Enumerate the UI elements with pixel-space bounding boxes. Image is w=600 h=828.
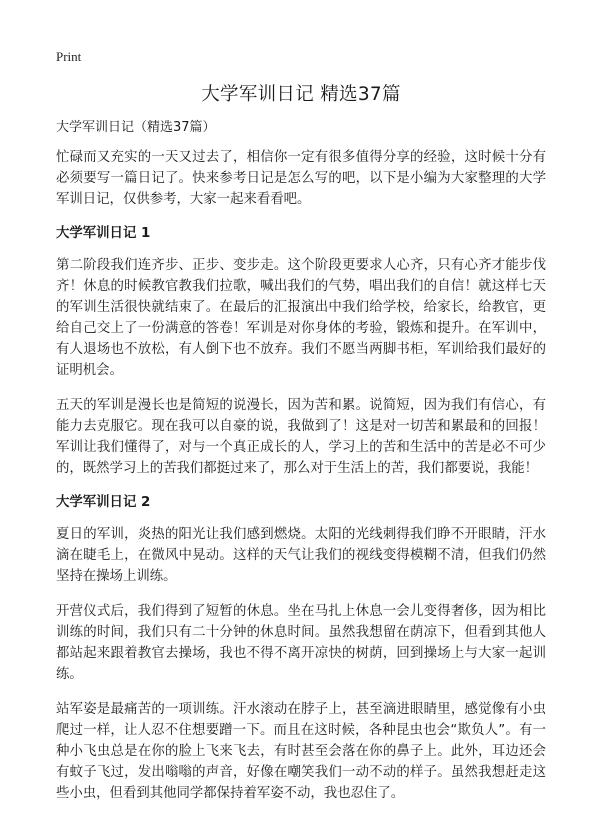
section-2-paragraph-2: 开营仪式后，我们得到了短暂的休息。坐在马扎上休息一会儿变得奢侈，因为相比训练的时间，我们只有二十分钟的休息时间。虽然我想留在荫凉下，但看到其他人都站起来跟着教官去操场，我也不得不离开凉快的树荫，回到操场上与大家一起训练。 <box>56 604 546 682</box>
intro-paragraph: 忙碌而又充实的一天又过去了，相信你一定有很多值得分享的经验，这时候十分有必须要写一篇日记了。快来参考日记是怎么写的吧，以下是小编为大家整理的大学军训日记，仅供参考，大家一起来看看吧。 <box>56 150 546 207</box>
section-1-paragraph-2: 五天的军训是漫长也是简短的说漫长，因为苦和累。说简短，因为我们有信心，有能力去克服它。现在我可以自豪的说，我做到了！这是对一切苦和累最和的回报！军训让我们懂得了，对与一个真正成长的人，学习上的苦和生活中的苦是必不可少的，既然学习上的苦我们都挺过来了，那么对于生活上的苦，我们都要说，我能！ <box>56 398 546 476</box>
article-body <box>56 118 546 818</box>
section-2-paragraph-1: 夏日的军训，炎热的阳光让我们感到燃烧。太阳的光线刺得我们睁不开眼睛，汗水滴在睫毛上，在微风中晃动。这样的天气让我们的视线变得模糊不清，但我们仍然坚持在操场上训练。 <box>56 527 546 584</box>
section-heading-1: 大学军训日记 1 <box>56 226 151 241</box>
section-1-paragraph-1: 第二阶段我们连齐步、正步、变步走。这个阶段更要求人心齐，只有心齐才能步伐齐！休息的时候教官教我们拉歌，喊出我们的气势，唱出我们的自信！就这样七天的军训生活很快就结束了。在最后的汇报演出中我们给学校，给家长，给教官，更给自己交上了一份满意的答卷！军训是对你身体的考验，锻炼和提升。在军训中，有人退场也不放松，有人倒下也不放弃。我们不愿当两脚书柜，军训给我们最好的证明机会。 <box>56 258 546 378</box>
article-subtitle: 大学军训日记（精选37篇） <box>56 120 216 135</box>
section-heading-2: 大学军训日记 2 <box>56 495 151 510</box>
print-link[interactable]: Print <box>56 49 82 64</box>
page-title: 大学军训日记 精选37篇 <box>201 84 401 105</box>
section-2-paragraph-3: 站军姿是最痛苦的一项训练。汗水滚动在脖子上，甚至滴进眼睛里，感觉像有小虫爬过一样，让人忍不住想要蹭一下。而且在这时候，各种昆虫也会“欺负人”。有一种小飞虫总是在你的脸上飞来飞去，有时甚至会落在你的鼻子上。此外，耳边还会有蚊子飞过，发出嗡嗡的声音，好像在嘲笑我们一动不动的样子。虽然我想赶走这些小虫，但看到其他同学都保持着军姿不动，我也忍住了。 <box>56 702 546 801</box>
